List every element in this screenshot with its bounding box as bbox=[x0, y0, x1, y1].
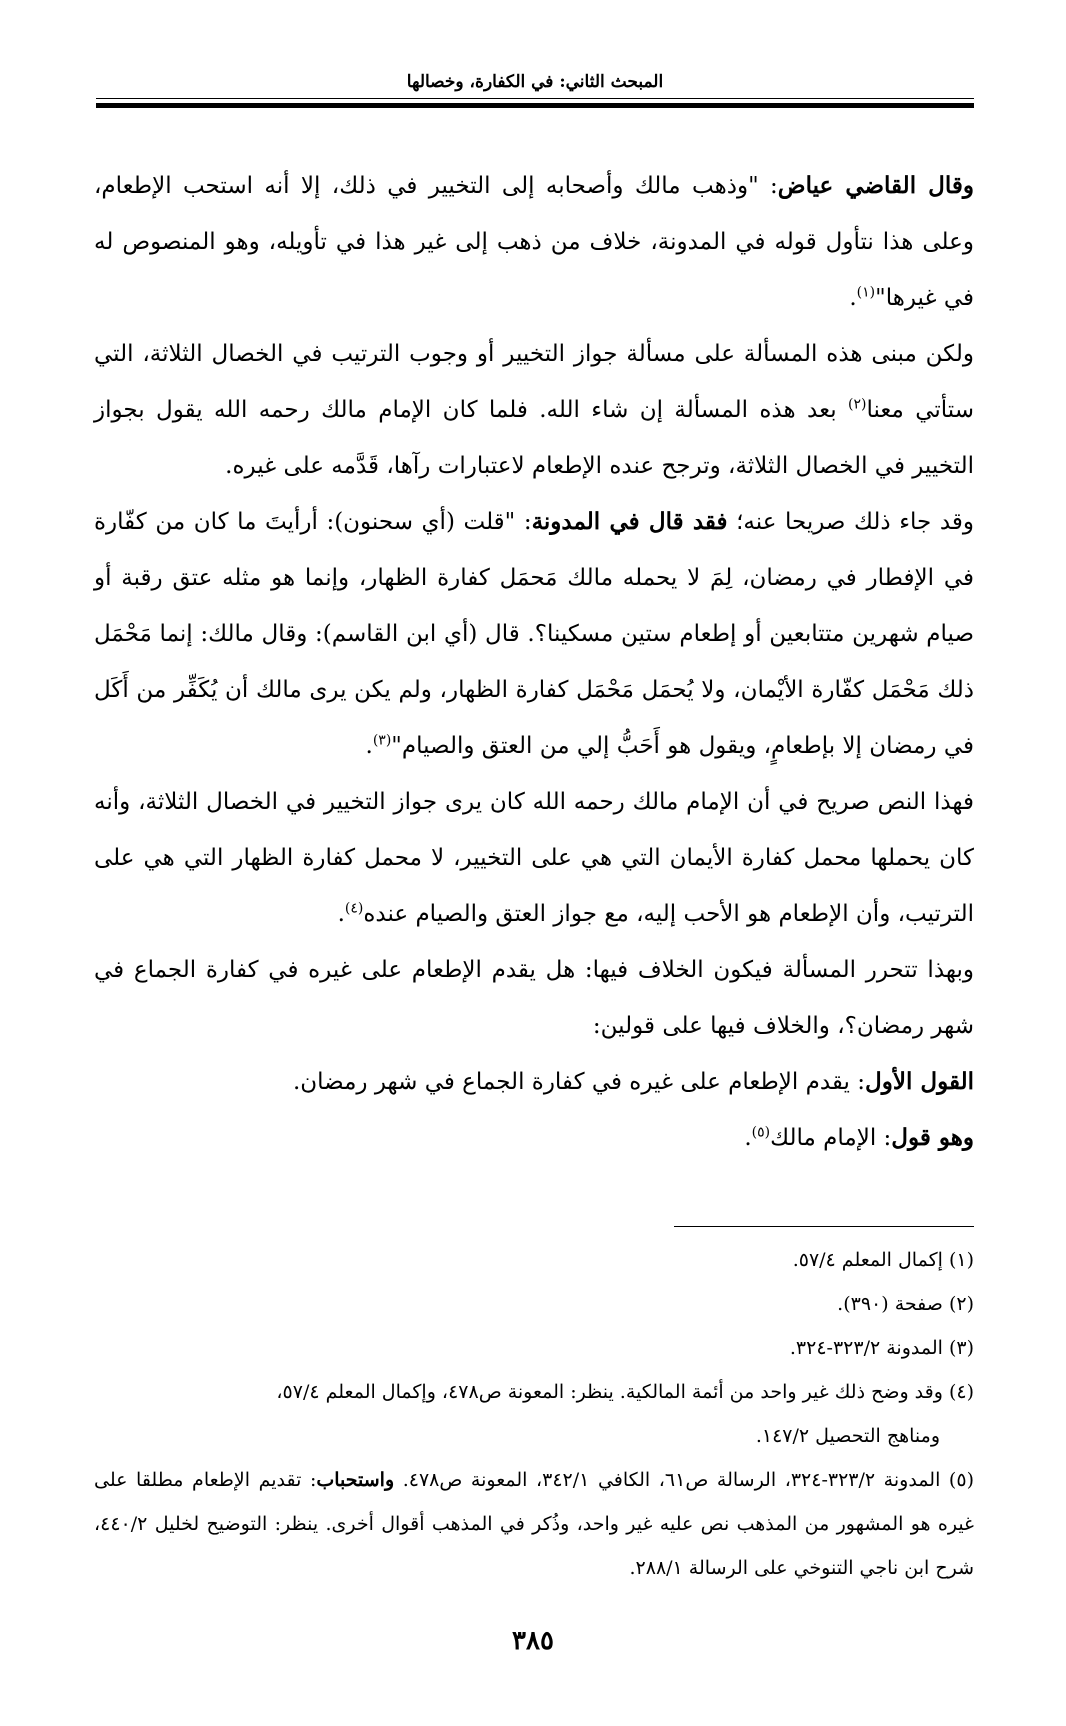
header-rule-thick bbox=[96, 103, 974, 108]
footnote-3: (٣) المدونة ٣٢٣/٢-٣٢٤. bbox=[789, 1337, 974, 1359]
paragraph-text: بعد هذه المسألة إن شاء الله. فلما كان الإمام مالك رحمه الله يقول بجواز التخيير في الخصال الثلاثة، وترجح عنده الإطعام لاعتبارات رآها، قَدَّمه على غيره. bbox=[94, 397, 974, 479]
footnote-ref: (٣) bbox=[372, 732, 392, 749]
footnote-ref: (٢) bbox=[847, 396, 867, 413]
footnote-4 bbox=[94, 1370, 974, 1414]
punctuation: . bbox=[744, 1125, 752, 1151]
paragraph-text: : يقدم الإطعام على غيره في كفارة الجماع في شهر رمضان. bbox=[292, 1069, 866, 1095]
punctuation: . bbox=[849, 285, 857, 311]
paragraph-text: : "وذهب مالك وأصحابه إلى التخيير في ذلك، إلا أنه استحب الإطعام، وعلى هذا نتأول قوله في المدونة، خلاف من ذهب إلى غير هذا في تأويله، وهو المنصوص له في غيرها" bbox=[94, 173, 974, 311]
paragraph-text: فهذا النص صريح في أن الإمام مالك رحمه الله كان يرى جواز التخيير في الخصال الثلاثة، وأنه كان يحملها محمل كفارة الأيمان التي هي على التخيير، لا محمل كفارة الظهار التي هي على الترتيب، وأن الإطعام هو الأحب إليه، مع جواز العتق والصيام عنده bbox=[94, 789, 974, 927]
paragraph-text: وقد جاء ذلك صريحا عنه؛ bbox=[727, 509, 974, 535]
paragraph-5 bbox=[94, 942, 974, 1054]
bold-lead: القول الأول bbox=[865, 1068, 974, 1095]
paragraph-6 bbox=[94, 1054, 974, 1110]
paragraph-text: : "قلت (أي سحنون): أرأيتَ ما كان من كفّارة في الإفطار في رمضان، لِمَ لا يحمله مالك مَحمَل كفارة الظهار، وإنما هو مثله عتق رقبة أو صيام شهرين متتابعين أو إطعام ستين مسكينا؟. قال (أي ابن القاسم): وقال مالك: إنما مَحْمَل ذلك مَحْمَل كفّارة الأيْمان، ولا يُحمَل مَحْمَل كفارة الظهار، ولم يكن يرى مالك أن يُكَفِّر من أَكَل في رمضان إلا بإطعامٍ، ويقول هو أَحَبُّ إلي من العتق والصيام" bbox=[94, 509, 974, 759]
footnote-text: : تقديم الإطعام مطلقا على غيره هو المشهور من المذهب نص عليه غير واحد، وذُكر في المذهب أقوال أخرى. ينظر: التوضيح لخليل ٤٤٠/٢، شرح ابن ناجي التنوخي على الرسالة ٢٨٨/١. bbox=[94, 1469, 974, 1579]
paragraph-3 bbox=[94, 494, 974, 774]
footnote-5 bbox=[94, 1458, 974, 1590]
paragraph-2 bbox=[94, 326, 974, 494]
paragraph-7 bbox=[94, 1110, 974, 1166]
header-rule bbox=[96, 98, 974, 99]
paragraph-1 bbox=[94, 158, 974, 326]
footnote-1: (١) إكمال المعلم ٥٧/٤. bbox=[792, 1249, 974, 1271]
paragraph-text: وبهذا تتحرر المسألة فيكون الخلاف فيها: هل يقدم الإطعام على غيره في كفارة الجماع في شهر رمضان؟، والخلاف فيها على قولين: bbox=[94, 957, 974, 1039]
footnotes bbox=[94, 1238, 974, 1590]
footnote-separator bbox=[674, 1226, 974, 1227]
footnote-text: (٤) وقد وضح ذلك غير واحد من أئمة المالكية. ينظر: المعونة ص٤٧٨، وإكمال المعلم ٥٧/٤، bbox=[276, 1381, 974, 1403]
bold-lead: وهو قول bbox=[891, 1124, 974, 1151]
footnote-ref: (٤) bbox=[344, 900, 364, 917]
punctuation: . bbox=[337, 901, 345, 927]
paragraph-text: ولكن مبنى هذه المسألة على مسألة جواز التخيير أو وجوب الترتيب في الخصال الثلاثة، التي ستأتي معنا bbox=[94, 341, 974, 423]
bold-lead: فقد قال في المدونة bbox=[531, 508, 728, 535]
footnote-2: (٢) صفحة (٣٩٠). bbox=[837, 1293, 974, 1315]
footnote-bold: واستحباب bbox=[316, 1469, 395, 1491]
footnote-text: (٥) المدونة ٣٢٣/٢-٣٢٤، الرسالة ص٦١، الكافي ٣٤٢/١، المعونة ص٤٧٨. bbox=[394, 1469, 974, 1491]
main-text bbox=[94, 158, 974, 1166]
footnote-ref: (١) bbox=[856, 284, 876, 301]
page-number: ٣٨٥ bbox=[512, 1626, 554, 1656]
running-header: المبحث الثاني: في الكفارة، وخصالها bbox=[406, 72, 664, 92]
footnote-4-continued: ومناهج التحصيل ١٤٧/٢. bbox=[755, 1425, 940, 1447]
paragraph-4 bbox=[94, 774, 974, 942]
bold-lead: وقال القاضي عياض bbox=[777, 172, 974, 199]
footnote-ref: (٥) bbox=[751, 1124, 771, 1141]
paragraph-text: : الإمام مالك bbox=[770, 1125, 892, 1151]
punctuation: . bbox=[365, 733, 373, 759]
